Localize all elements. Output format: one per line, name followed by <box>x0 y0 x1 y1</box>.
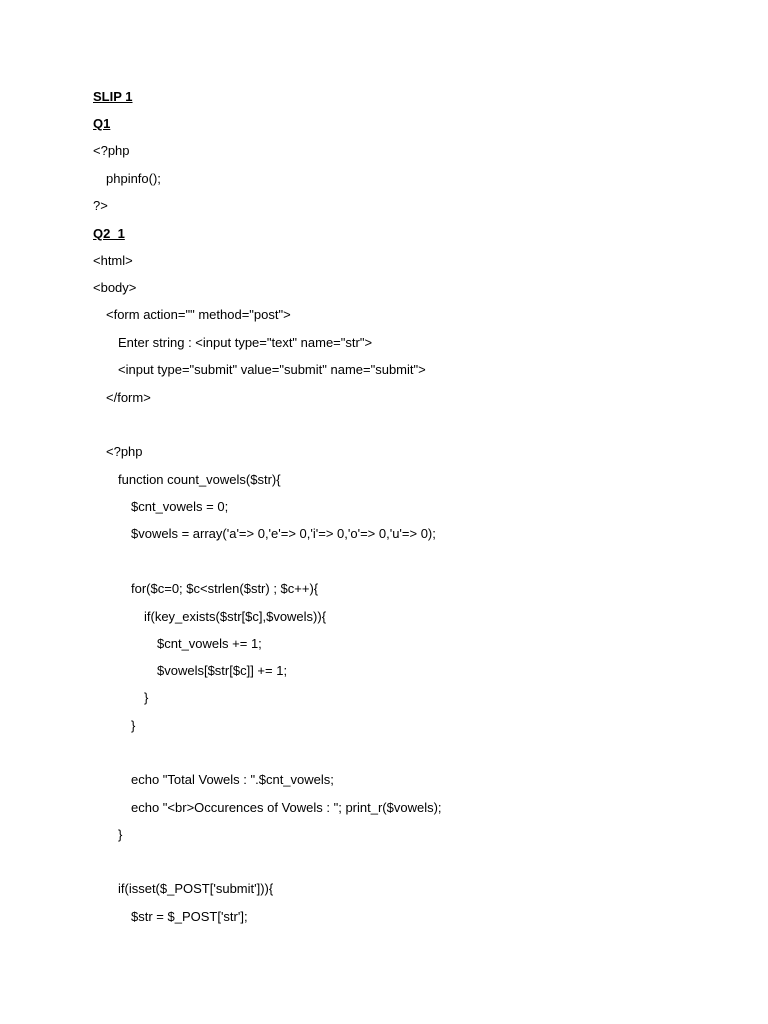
code-line: <input type="submit" value="submit" name="submit"> <box>118 362 426 377</box>
code-line: for($c=0; $c<strlen($str) ; $c++){ <box>131 581 319 596</box>
code-line: <html> <box>93 253 133 268</box>
code-line: if(isset($_POST['submit'])){ <box>118 881 274 896</box>
code-line: <?php <box>106 444 143 459</box>
code-line: $str = $_POST['str']; <box>131 909 248 924</box>
code-line: } <box>131 718 136 733</box>
code-line: echo "Total Vowels : ".$cnt_vowels; <box>131 772 334 787</box>
code-line: </form> <box>106 390 151 405</box>
code-line: $cnt_vowels += 1; <box>157 636 262 651</box>
code-line: <?php <box>93 143 130 158</box>
code-line: echo "<br>Occurences of Vowels : "; print_r($vowels); <box>131 800 442 815</box>
code-line: <body> <box>93 280 137 295</box>
code-line: $vowels[$str[$c]] += 1; <box>157 663 288 678</box>
code-line: $cnt_vowels = 0; <box>131 499 229 514</box>
code-line: <form action="" method="post"> <box>106 307 291 322</box>
code-line: function count_vowels($str){ <box>118 472 281 487</box>
code-line: Enter string : <input type="text" name="str"> <box>118 335 373 350</box>
code-line: ?> <box>93 198 108 213</box>
question-heading-q2: Q2_1 <box>93 226 125 241</box>
code-line: $vowels = array('a'=> 0,'e'=> 0,'i'=> 0,'o'=> 0,'u'=> 0); <box>131 526 436 541</box>
code-line: if(key_exists($str[$c],$vowels)){ <box>144 609 327 624</box>
code-line: } <box>118 827 123 842</box>
slip-heading: SLIP 1 <box>93 89 133 104</box>
code-line: } <box>144 690 149 705</box>
question-heading-q1: Q1 <box>93 116 111 131</box>
code-line: phpinfo(); <box>106 171 161 186</box>
